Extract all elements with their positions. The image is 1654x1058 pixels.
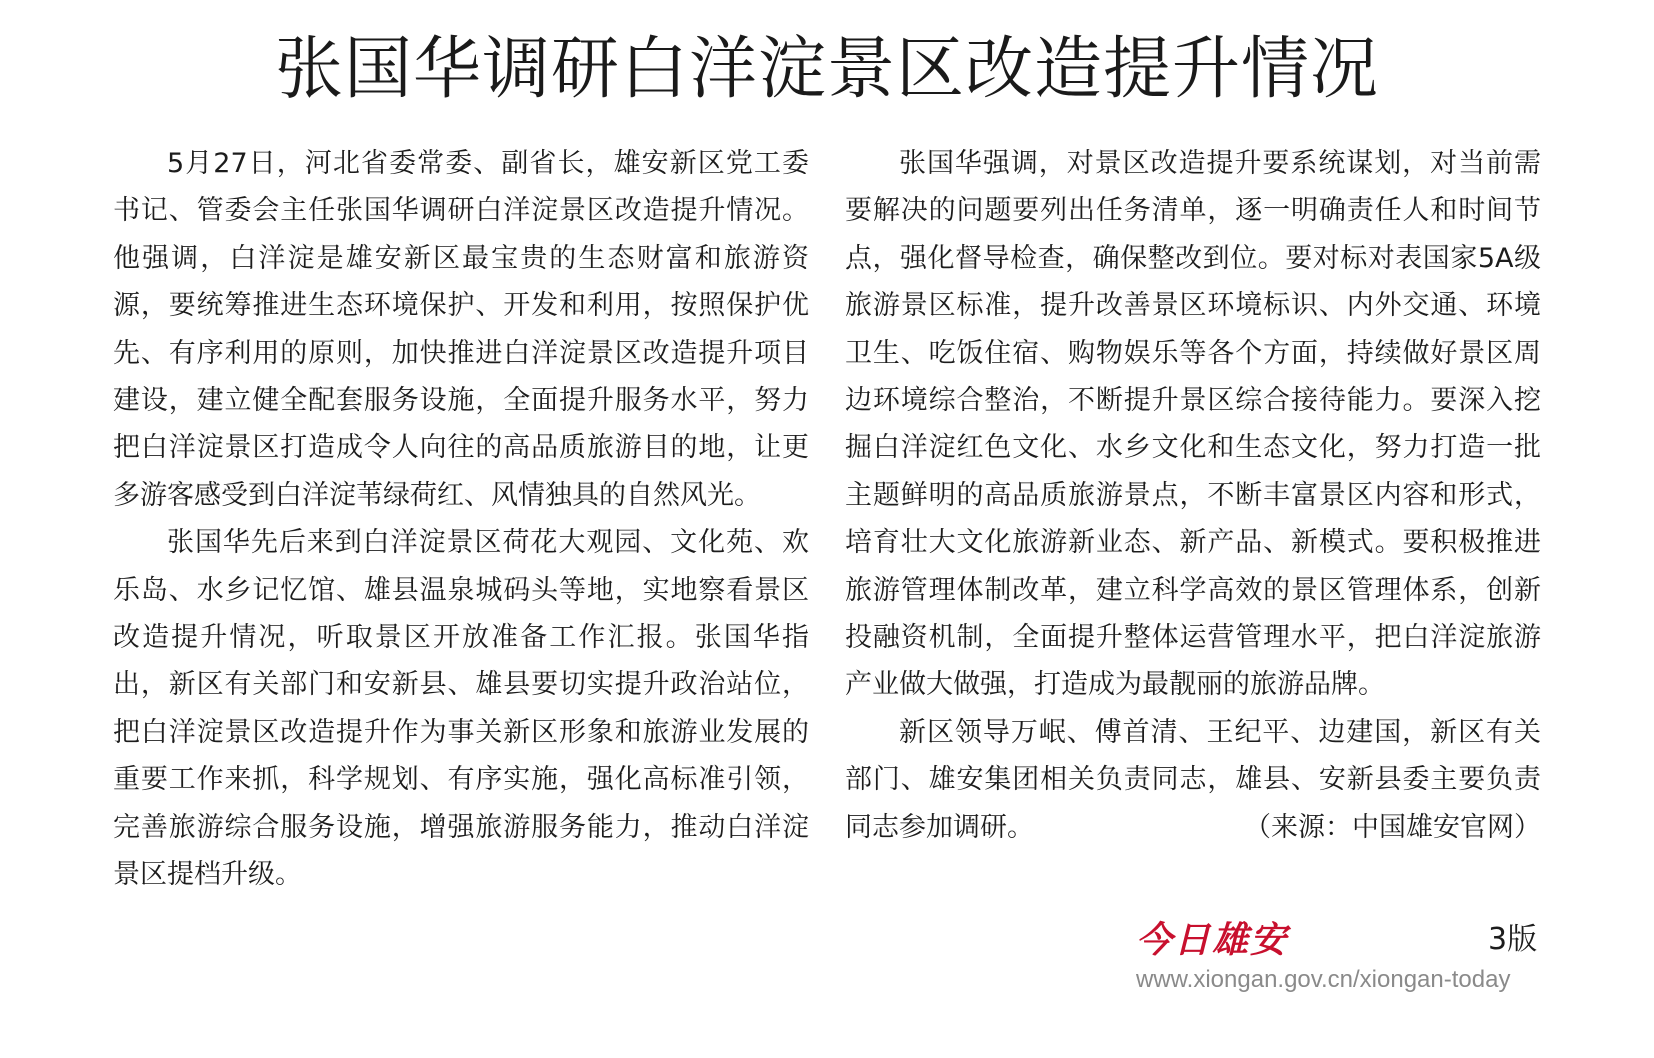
- article-source: （来源：中国雄安官网）: [1244, 811, 1541, 843]
- article-headline: 张国华调研白洋淀景区改造提升情况: [274, 30, 1379, 109]
- article-paragraph-4-text: 新区领导万岷、傅首清、王纪平、边建国，新区有关部门、雄安集团相关负责同志，雄县、安新县委主要负责同志参加调研。: [845, 716, 1541, 843]
- page-number: 3版: [1488, 922, 1538, 957]
- article-paragraph-3: 张国华强调，对景区改造提升要系统谋划，对当前需要解决的问题要列出任务清单，逐一明确责任人和时间节点，强化督导检查，确保整改到位。要对标对表国家5A级旅游景区标准，提升改善景区环境标识、内外交通、环境卫生、吃饭住宿、购物娱乐等各个方面，持续做好景区周边环境综合整治，不断提升景区综合接待能力。要深入挖掘白洋淀红色文化、水乡文化和生态文化，努力打造一批主题鲜明的高品质旅游景点，不断丰富景区内容和形式，培育壮大文化旅游新业态、新产品、新模式。要积极推进旅游管理体制改革，建立科学高效的景区管理体系，创新投融资机制，全面提升整体运营管理水平，把白洋淀旅游产业做大做强，打造成为最靓丽的旅游品牌。: [845, 148, 1541, 701]
- article-column-right: [845, 140, 1541, 851]
- article-paragraph-2: 张国华先后来到白洋淀景区荷花大观园、文化苑、欢乐岛、水乡记忆馆、雄县温泉城码头等地，实地察看景区改造提升情况，听取景区开放准备工作汇报。张国华指出，新区有关部门和安新县、雄县要切实提升政治站位，把白洋淀景区改造提升作为事关新区形象和旅游业发展的重要工作来抓，科学规划、有序实施，强化高标准引领，完善旅游综合服务设施，增强旅游服务能力，推动白洋淀景区提档升级。: [113, 527, 809, 891]
- masthead-logo: 今日雄安: [1136, 919, 1289, 961]
- article-paragraph-4: [845, 709, 1541, 851]
- article-paragraph-1: 5月27日，河北省委常委、副省长，雄安新区党工委书记、管委会主任张国华调研白洋淀景区改造提升情况。他强调，白洋淀是雄安新区最宝贵的生态财富和旅游资源，要统筹推进生态环境保护、开发和利用，按照保护优先、有序利用的原则，加快推进白洋淀景区改造提升项目建设，建立健全配套服务设施，全面提升服务水平，努力把白洋淀景区打造成令人向往的高品质旅游目的地，让更多游客感受到白洋淀苇绿荷红、风情独具的自然风光。: [113, 148, 809, 511]
- site-url: www.xiongan.gov.cn/xiongan-today: [1136, 966, 1511, 993]
- article-column-left: [113, 140, 809, 899]
